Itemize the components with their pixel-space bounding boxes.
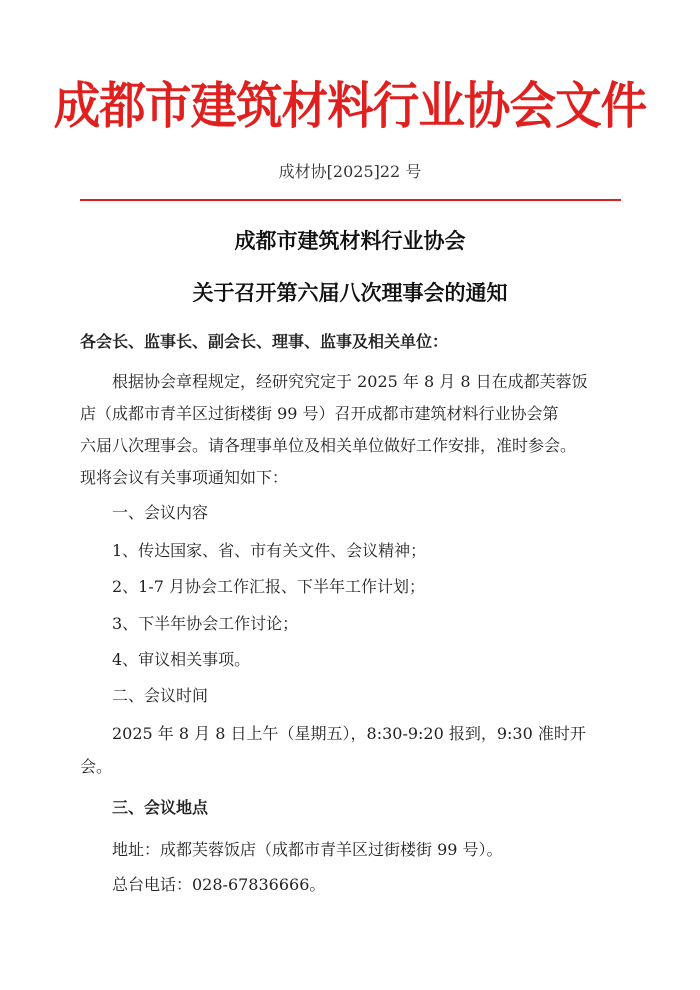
phone-line: 总台电话：028-67836666。 (112, 875, 326, 894)
intro-line: 现将会议有关事项通知如下： (80, 468, 289, 487)
section-heading-time: 二、会议时间 (112, 686, 209, 705)
content-item: 2、1-7 月协会工作汇报、下半年工作计划； (112, 577, 426, 596)
notice-title-line2: 关于召开第六届八次理事会的通知 (192, 281, 508, 305)
time-line: 会。 (80, 757, 113, 776)
content-item: 4、审议相关事项。 (112, 650, 251, 669)
salutation: 各会长、监事长、副会长、理事、监事及相关单位： (80, 332, 449, 351)
intro-line: 根据协会章程规定，经研究究定于 2025 年 8 月 8 日在成都芙蓉饭 (112, 372, 588, 391)
section-heading-location: 三、会议地点 (112, 798, 209, 817)
address-line: 地址：成都芙蓉饭店（成都市青羊区过街楼街 99 号）。 (112, 840, 503, 859)
time-line: 2025 年 8 月 8 日上午（星期五），8:30-9:20 报到，9:30 准时开 (112, 724, 586, 743)
section-heading-content: 一、会议内容 (112, 503, 209, 522)
intro-line: 店（成都市青羊区过街楼街 99 号）召开成都市建筑材料行业协会第 (80, 404, 559, 423)
content-item: 3、下半年协会工作讨论； (112, 614, 299, 633)
masthead-title: 成都市建筑材料行业协会文件 (53, 77, 647, 135)
content-item: 1、传达国家、省、市有关文件、会议精神； (112, 541, 427, 560)
intro-line: 六届八次理事会。请各理事单位及相关单位做好工作安排，准时参会。 (80, 436, 577, 455)
red-divider (80, 199, 621, 201)
notice-title-line1: 成都市建筑材料行业协会 (234, 229, 466, 253)
document-number: 成材协[2025]22 号 (278, 162, 422, 181)
